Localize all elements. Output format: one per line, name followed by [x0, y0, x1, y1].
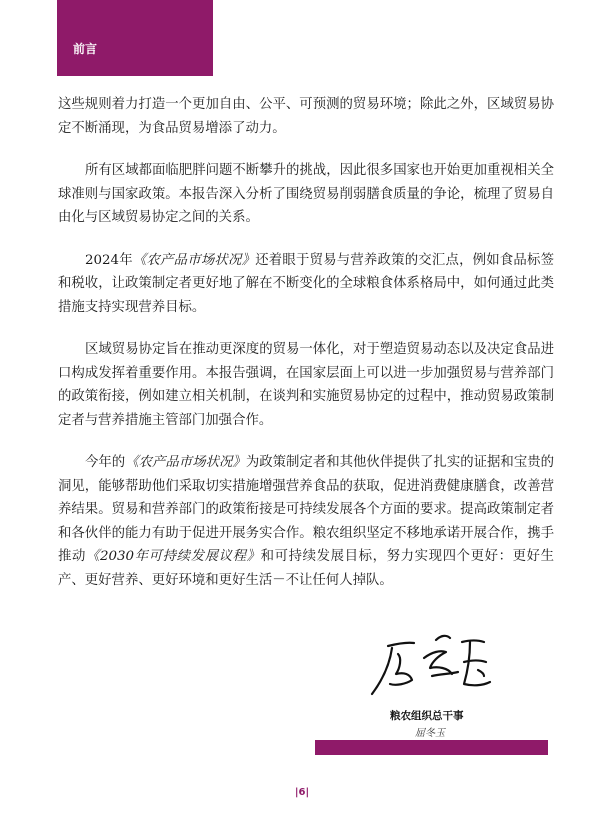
paragraph-5-rest: 和可持续发展目标，努力实现四个更好：更好生产、更好营养、更好环境和更好生活－不让任何人掉队。 — [58, 549, 555, 588]
signer-title: 粮农组织总干事 — [390, 710, 464, 722]
body-text — [58, 93, 554, 611]
paragraph-3-rest: 还着眼于贸易与营养政策的交汇点，例如食品标签和税收，让政策制定者更好地了解在不断变化的全球粮食体系格局中，如何通过此类措施支持实现营养目标。 — [58, 252, 555, 315]
report-title: 《农产品市场状况》 — [132, 252, 256, 268]
paragraph-5 — [58, 451, 554, 592]
paragraph-5-middle: 为政策制定者和其他伙伴提供了扎实的证据和宝贵的洞见，能够帮助他们采取切实措施增强营养食品的获取，促进消费健康膳食，改善营养结果。贸易和营养部门的政策衔接是可持续发展各个方面的要求。提高政策制定者和各伙伴的能力有助于促进开展务实合作。粮农组织坚定不移地承诺开展合作，携手推动 — [58, 455, 555, 564]
handwritten-signature — [366, 628, 498, 702]
signer-name: 屈冬玉 — [415, 728, 445, 739]
accent-bar — [315, 740, 548, 755]
section-label: 前言 — [73, 42, 98, 56]
section-tab — [57, 0, 213, 76]
paragraph-1: 这些规则着力打造一个更加自由、公平、可预测的贸易环境；除此之外，区域贸易协定不断涌现，为食品贸易增添了动力。 — [58, 97, 554, 136]
agenda-title: 《2030年可持续发展议程》 — [86, 549, 261, 564]
paragraph-4: 区域贸易协定旨在推动更深度的贸易一体化，对于塑造贸易动态以及决定食品进口构成发挥着重要作用。本报告强调，在国家层面上可以进一步加强贸易与营养部门的政策衔接，例如建立相关机制，在谈判和实施贸易协定的过程中，推动贸易政策制定者与营养措施主管部门加强合作。 — [58, 342, 554, 428]
report-title: 《农产品市场状况》 — [125, 455, 246, 470]
paragraph-2: 所有区域都面临肥胖问题不断攀升的挑战，因此很多国家也开始更加重视相关全球准则与国家政策。本报告深入分析了围绕贸易削弱膳食质量的争论，梳理了贸易自由化与区域贸易协定之间的关系。 — [58, 163, 554, 225]
paragraph-5-lead: 今年的 — [85, 455, 126, 470]
paragraph-3 — [58, 249, 554, 320]
page-number: |6| — [294, 787, 310, 798]
paragraph-3-lead: 2024年 — [85, 252, 133, 268]
